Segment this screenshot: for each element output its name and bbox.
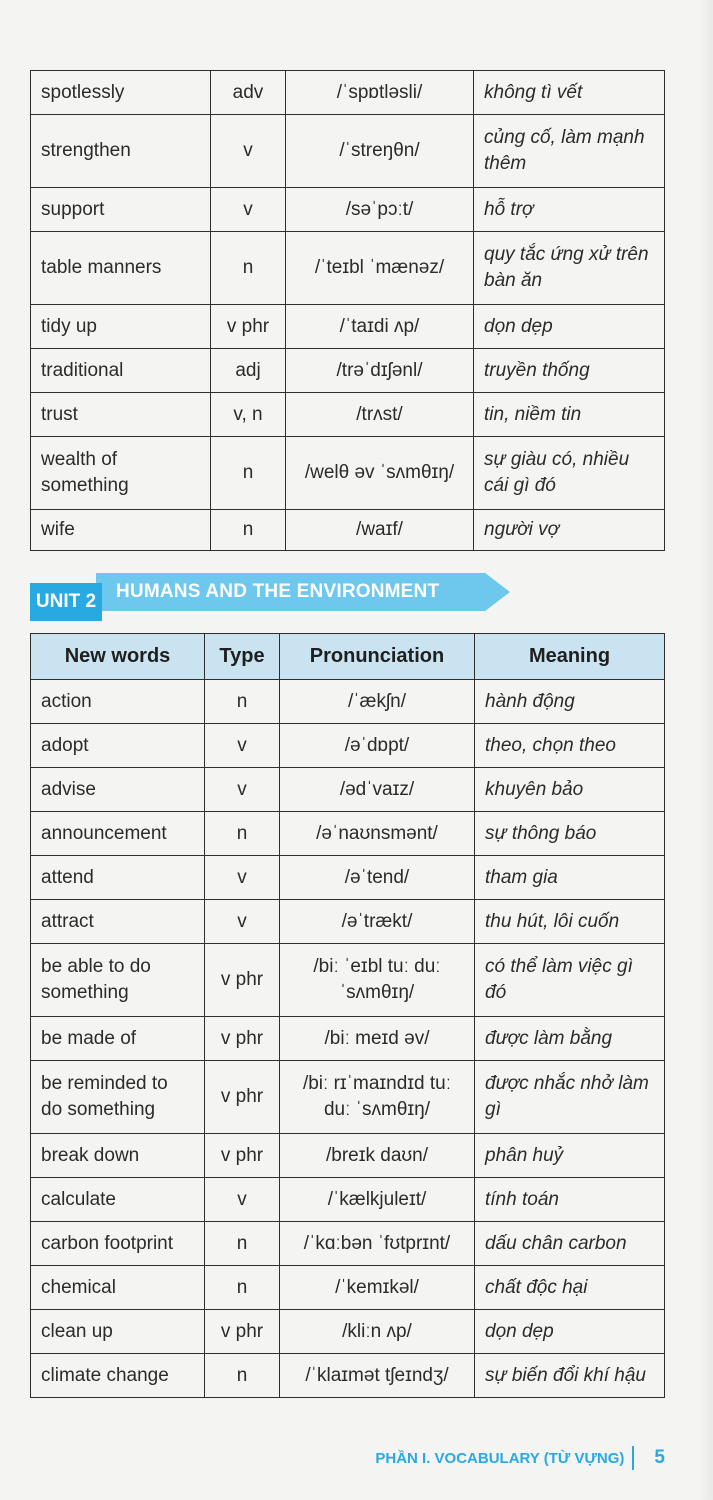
type-cell: v: [205, 856, 280, 900]
table-row: [31, 510, 665, 551]
type-cell: adj: [211, 349, 286, 393]
pronunciation-cell: /ˈtaɪdi ʌp/: [286, 305, 474, 349]
word-cell: attend: [31, 856, 205, 900]
meaning-cell: sự biến đổi khí hậu: [475, 1354, 665, 1398]
type-cell: v, n: [211, 393, 286, 437]
pronunciation-cell: /ˈkɑːbən ˈfʊtprɪnt/: [280, 1222, 475, 1266]
column-header-pronunciation: Pronunciation: [280, 634, 475, 680]
type-cell: v phr: [205, 1134, 280, 1178]
word-cell: traditional: [31, 349, 211, 393]
word-cell: carbon footprint: [31, 1222, 205, 1266]
pronunciation-cell: /ˈkemɪkəl/: [280, 1266, 475, 1310]
type-cell: v phr: [205, 944, 280, 1017]
table-row: [31, 71, 665, 115]
unit-header: [30, 573, 510, 621]
meaning-cell: khuyên bảo: [475, 768, 665, 812]
word-cell: attract: [31, 900, 205, 944]
word-cell: wealth of something: [31, 437, 211, 510]
table-row: [31, 1017, 665, 1061]
table-row: [31, 856, 665, 900]
word-cell: break down: [31, 1134, 205, 1178]
pronunciation-cell: /kliːn ʌp/: [280, 1310, 475, 1354]
word-cell: be reminded to do something: [31, 1061, 205, 1134]
type-cell: adv: [211, 71, 286, 115]
page-footer: [375, 1444, 665, 1472]
word-cell: table manners: [31, 232, 211, 305]
type-cell: n: [211, 232, 286, 305]
type-cell: v phr: [205, 1061, 280, 1134]
meaning-cell: dọn dẹp: [474, 305, 665, 349]
meaning-cell: theo, chọn theo: [475, 724, 665, 768]
pronunciation-cell: /əˈdɒpt/: [280, 724, 475, 768]
type-cell: v phr: [205, 1017, 280, 1061]
vocabulary-table-unit-2: [30, 633, 665, 1398]
meaning-cell: người vợ: [474, 510, 665, 551]
word-cell: advise: [31, 768, 205, 812]
meaning-cell: phân huỷ: [475, 1134, 665, 1178]
table-row: [31, 1222, 665, 1266]
meaning-cell: tham gia: [475, 856, 665, 900]
table-row: [31, 680, 665, 724]
pronunciation-cell: /breɪk daʊn/: [280, 1134, 475, 1178]
pronunciation-cell: /biː meɪd əv/: [280, 1017, 475, 1061]
column-header-new-words: New words: [31, 634, 205, 680]
type-cell: n: [205, 812, 280, 856]
pronunciation-cell: /biː ˈeɪbl tuː duː ˈsʌmθɪŋ/: [280, 944, 475, 1017]
pronunciation-cell: /ˈspɒtləsli/: [286, 71, 474, 115]
type-cell: n: [205, 1222, 280, 1266]
meaning-cell: tin, niềm tin: [474, 393, 665, 437]
pronunciation-cell: /əˈtend/: [280, 856, 475, 900]
pronunciation-cell: /ˈklaɪmət tʃeɪndʒ/: [280, 1354, 475, 1398]
word-cell: support: [31, 188, 211, 232]
table-row: [31, 900, 665, 944]
type-cell: n: [205, 1266, 280, 1310]
table-row: [31, 349, 665, 393]
unit-title: HUMANS AND THE ENVIRONMENT: [116, 581, 440, 602]
pronunciation-cell: /biː rɪˈmaɪndɪd tuː duː ˈsʌmθɪŋ/: [280, 1061, 475, 1134]
table-row: [31, 1354, 665, 1398]
pronunciation-cell: /waɪf/: [286, 510, 474, 551]
section-label: PHẦN I. VOCABULARY (TỪ VỰNG): [375, 1449, 625, 1467]
type-cell: v: [205, 900, 280, 944]
table-header-row: [31, 634, 665, 680]
type-cell: n: [205, 680, 280, 724]
word-cell: strengthen: [31, 115, 211, 188]
pronunciation-cell: /ˈkælkjuleɪt/: [280, 1178, 475, 1222]
type-cell: v phr: [205, 1310, 280, 1354]
footer-divider: [632, 1446, 634, 1470]
pronunciation-cell: /səˈpɔːt/: [286, 188, 474, 232]
meaning-cell: có thể làm việc gì đó: [475, 944, 665, 1017]
word-cell: climate change: [31, 1354, 205, 1398]
meaning-cell: sự thông báo: [475, 812, 665, 856]
meaning-cell: tính toán: [475, 1178, 665, 1222]
table-row: [31, 115, 665, 188]
pronunciation-cell: /welθ əv ˈsʌmθɪŋ/: [286, 437, 474, 510]
word-cell: spotlessly: [31, 71, 211, 115]
table-row: [31, 188, 665, 232]
type-cell: v: [205, 1178, 280, 1222]
table-row: [31, 944, 665, 1017]
pronunciation-cell: /ˈteɪbl ˈmænəz/: [286, 232, 474, 305]
word-cell: calculate: [31, 1178, 205, 1222]
type-cell: v phr: [211, 305, 286, 349]
meaning-cell: không tì vết: [474, 71, 665, 115]
table-row: [31, 812, 665, 856]
word-cell: wife: [31, 510, 211, 551]
word-cell: adopt: [31, 724, 205, 768]
meaning-cell: hành động: [475, 680, 665, 724]
type-cell: v: [205, 768, 280, 812]
column-header-meaning: Meaning: [475, 634, 665, 680]
word-cell: action: [31, 680, 205, 724]
column-header-type: Type: [205, 634, 280, 680]
table-row: [31, 393, 665, 437]
pronunciation-cell: /trəˈdɪʃənl/: [286, 349, 474, 393]
table-row: [31, 1266, 665, 1310]
page-edge: [699, 0, 713, 1500]
meaning-cell: dọn dẹp: [475, 1310, 665, 1354]
type-cell: v: [211, 115, 286, 188]
type-cell: n: [205, 1354, 280, 1398]
pronunciation-cell: /trʌst/: [286, 393, 474, 437]
pronunciation-cell: /ˈstreŋθn/: [286, 115, 474, 188]
table-row: [31, 232, 665, 305]
meaning-cell: được làm bằng: [475, 1017, 665, 1061]
pronunciation-cell: /əˈtrækt/: [280, 900, 475, 944]
meaning-cell: thu hút, lôi cuốn: [475, 900, 665, 944]
word-cell: trust: [31, 393, 211, 437]
meaning-cell: chất độc hại: [475, 1266, 665, 1310]
type-cell: v: [205, 724, 280, 768]
word-cell: chemical: [31, 1266, 205, 1310]
meaning-cell: hỗ trợ: [474, 188, 665, 232]
vocabulary-table-continued: [30, 70, 665, 551]
table-row: [31, 1134, 665, 1178]
pronunciation-cell: /ˈækʃn/: [280, 680, 475, 724]
table-row: [31, 1061, 665, 1134]
pronunciation-cell: /ədˈvaɪz/: [280, 768, 475, 812]
meaning-cell: dấu chân carbon: [475, 1222, 665, 1266]
word-cell: be able to do something: [31, 944, 205, 1017]
table-row: [31, 1178, 665, 1222]
meaning-cell: quy tắc ứng xử trên bàn ăn: [474, 232, 665, 305]
meaning-cell: truyền thống: [474, 349, 665, 393]
meaning-cell: sự giàu có, nhiều cái gì đó: [474, 437, 665, 510]
type-cell: n: [211, 510, 286, 551]
word-cell: tidy up: [31, 305, 211, 349]
word-cell: be made of: [31, 1017, 205, 1061]
type-cell: n: [211, 437, 286, 510]
word-cell: clean up: [31, 1310, 205, 1354]
word-cell: announcement: [31, 812, 205, 856]
table-row: [31, 768, 665, 812]
table-row: [31, 724, 665, 768]
unit-badge: UNIT 2: [30, 583, 102, 621]
table-row: [31, 305, 665, 349]
meaning-cell: củng cố, làm mạnh thêm: [474, 115, 665, 188]
pronunciation-cell: /əˈnaʊnsmənt/: [280, 812, 475, 856]
table-row: [31, 1310, 665, 1354]
type-cell: v: [211, 188, 286, 232]
meaning-cell: được nhắc nhở làm gì: [475, 1061, 665, 1134]
table-row: [31, 437, 665, 510]
page-number: 5: [654, 1447, 665, 1468]
